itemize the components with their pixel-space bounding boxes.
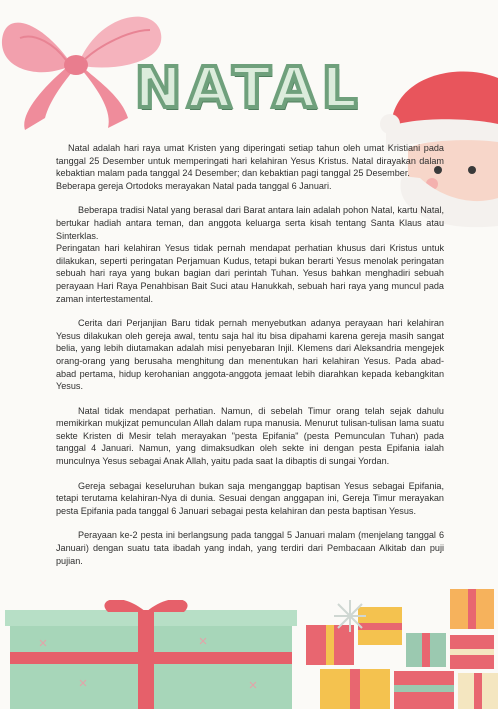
paragraph-5: Gereja sebagai keseluruhan bukan saja menganggap baptisan Yesus sebagai Epifania, tetapi terutama kelahiran-Nya di dunia. Sesuai dengan anggapan ini, Gereja Timur merayakan pesta Epifania pada tanggal 6 Januari sebagai pesta kelahiran dan pesta baptisan Yesus. (56, 480, 444, 516)
paragraph-2-line-2: Peringatan hari kelahiran Yesus tidak pernah mendapat perhatian khusus dari Kristus untuk dilakukan, seperti peringatan Perjamuan Kudus, tetapi bukan berarti Yesus menolak peringatan sebuah hari raya yang bukan bagian dari perintah Tuhan. Yesus bahkan menghadiri sebuah perayaan Hari Raya Penahbisan Bait Suci atau Hanukkah, sebuah hari raya yang muncul pada zaman intertestamental. (56, 243, 444, 304)
paragraph-2-line-1: Beberapa tradisi Natal yang berasal dari Barat antara lain adalah pohon Natal, kartu Natal, bertukar hadiah antara teman, dan anggota keluarga serta kisah tentang Santa Klaus atau Sinterklas. (56, 205, 444, 241)
paragraph-1-line-2: Beberapa gereja Ortodoks merayakan Natal pada tanggal 6 Januari. (56, 180, 332, 191)
snowflake-icon (330, 596, 370, 636)
paragraph-4: Natal tidak mendapat perhatian. Namun, di sebelah Timur orang telah sejak dahulu memikirkan mukjizat pemunculan Allah dalam rupa manusia. Menurut tulisan-tulisan lama suatu sekte Kristen di Mesir telah merayakan "pesta Epifania" (pesta Pemunculan Tuhan) pada tanggal 4 Januari. Namun, yang dimaksudkan oleh sekte ini dengan pesta Epifania ialah munculnya Yesus sebagai Anak Allah, yaitu pada saat Ia dibaptis di sungai Yordan. (56, 405, 444, 467)
gift-box-icon (0, 600, 320, 709)
paragraph-3: Cerita dari Perjanjian Baru tidak pernah menyebutkan adanya perayaan hari kelahiran Yesus dilakukan oleh gereja awal, tentu saja hal itu bisa dipahami karena gereja masih sangat belia, yang lebih diutamakan adalah misi penyebaran Injil. Klemens dari Aleksandria mengejek orang-orang yang berusaha menghitung dan menentukan hari kelahiran Yesus. Pada abad-abad pertama, hidup kerohanian anggota-anggota jemaat lebih diarahkan kepada kebangkitan Yesus. (56, 318, 444, 392)
paragraph-1-line-1: Natal adalah hari raya umat Kristen yang diperingati setiap tahun oleh umat Kristiani pada tanggal 25 Desember untuk memperingati hari kelahiran Yesus Kristus. Natal dirayakan dalam kebaktian malam pada tanggal 24 Desember; dan kebaktian pagi tanggal 25 Desember. (56, 143, 444, 179)
article-body (56, 142, 444, 567)
paragraph-6: Perayaan ke-2 pesta ini berlangsung pada tanggal 5 Januari malam (menjelang tanggal 6 Januari) dengan suatu tata ibadah yang indah, yang terdiri dari Pembacaan Alkitab dan puji pujian. (56, 530, 444, 566)
page-title: NATAL (134, 56, 364, 121)
